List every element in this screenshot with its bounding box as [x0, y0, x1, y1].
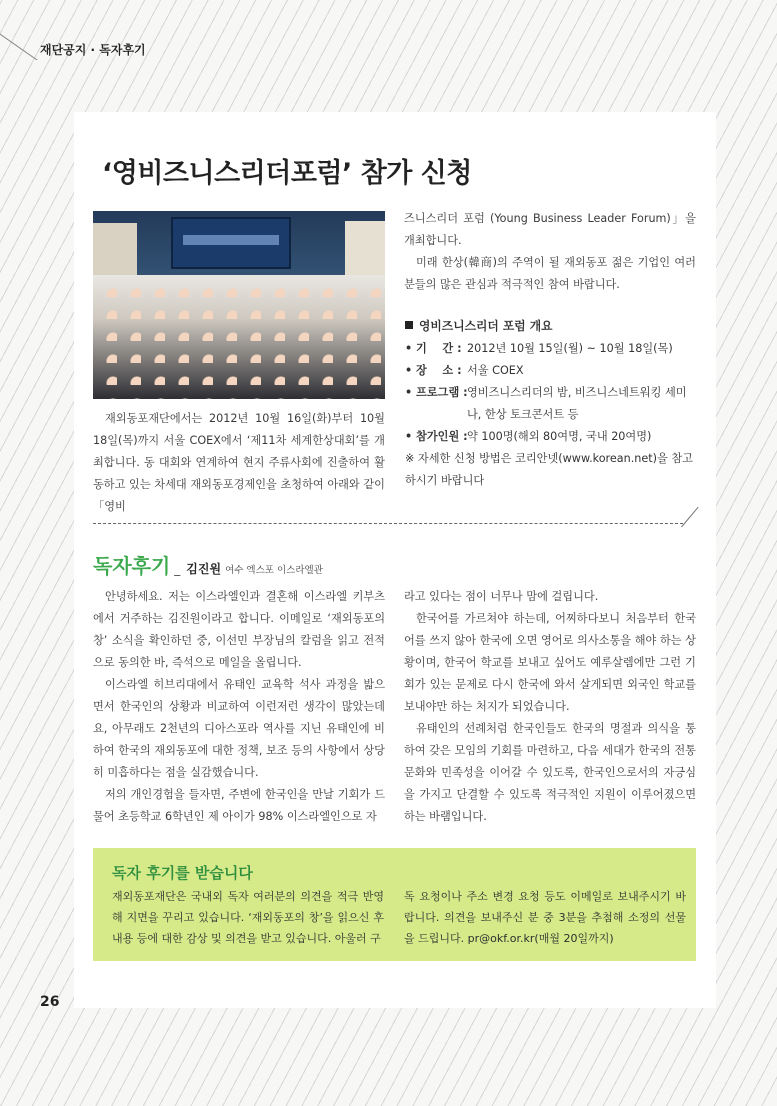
review-paragraph: 한국어를 가르쳐야 하는데, 어찌하다보니 처음부터 한국어를 쓰지 않아 한국에 오면 영어로 의사소통을 해야 하는 상황이며, 한국어 학교를 보내고 싶어도 예루살렘에만 그런 기회가 있는 문제로 다시 한국에 와서 살게되면 외국인 학교를 보내야만 하는 처지가 되었습니다. — [404, 612, 696, 713]
forum-overview — [405, 317, 697, 492]
reader-review-notice-box — [93, 848, 696, 961]
review-paragraph: 이스라엘 히브리대에서 유태인 교육학 석사 과정을 밟으면서 한국인의 상황과 비교하여 이런저런 생각이 많았는데요, 아무래도 2천년의 디아스포라 역사를 지닌 유태인에 비하여 한국의 재외동포에 대한 정책, 보조 등의 사항에서 상당히 미흡하다는 점을 실감했습니다. — [93, 678, 385, 779]
article-page — [74, 112, 716, 1008]
overview-row-period — [405, 338, 697, 360]
review-left-column — [93, 586, 385, 828]
review-author: 김진원 — [186, 562, 222, 576]
article-lead-continued: 즈니스리더 포럼 (Young Business Leader Forum)」을 개최합니다. — [404, 212, 696, 247]
review-dash: _ — [174, 562, 181, 576]
divider-curl — [681, 507, 698, 528]
overview-title-text: 영비즈니스리더 포럼 개요 — [419, 319, 553, 333]
overview-value: 서울 COEX — [467, 364, 524, 377]
review-right-column — [404, 586, 696, 828]
photo-group-of-people — [93, 275, 385, 399]
notice-title: 독자 후기를 받습니다 — [112, 864, 253, 882]
overview-value: 약 100명(해외 80여명, 국내 20여명) — [467, 430, 652, 443]
article-invite-paragraph: 미래 한상(韓商)의 주역이 될 재외동포 젊은 기업인 여러분들의 많은 관심과 적극적인 참여 바랍니다. — [404, 256, 696, 291]
overview-value: 2012년 10월 15일(월) ~ 10월 18일(목) — [467, 342, 673, 355]
overview-label: • 장 소 : — [405, 364, 462, 377]
article-right-column — [404, 208, 696, 296]
photo-stage-screen — [171, 217, 291, 269]
dashed-divider — [93, 523, 683, 524]
article-title: ‘영비즈니스리더포럼’ 참가 신청 — [102, 158, 472, 189]
overview-label: • 프로그램 : — [405, 386, 468, 399]
overview-title — [405, 317, 697, 334]
article-lead-paragraph: 재외동포재단에서는 2012년 10월 16일(화)부터 10월 18일(목)까지 서울 COEX에서 ‘제11차 세계한상대회’를 개최합니다. 동 대회와 연계하여 현지 주류사회에 진출하여 활동하고 있는 차세대 재외동포경제인을 초청하여 아래와 같이 「영비 — [93, 412, 385, 513]
page-number: 26 — [40, 994, 60, 1010]
review-paragraph: 저의 개인경험을 들자면, 주변에 한국인을 만날 기회가 드물어 초등학교 6학년인 제 아이가 98% 이스라엘인으로 자 — [93, 788, 385, 823]
overview-value: 영비즈니스리더의 밤, 비즈니스네트워킹 세미나, 한상 토크콘서트 등 — [467, 386, 687, 421]
overview-note: ※ 자세한 신청 방법은 코리안넷(www.korean.net)을 참고하시기 바랍니다 — [405, 452, 693, 487]
overview-label: • 기 간 : — [405, 342, 462, 355]
notice-text-right: 독 요청이나 주소 변경 요청 등도 이메일로 보내주시기 바랍니다. 의견을 보내주신 분 중 3분을 추첨해 소정의 선물을 드립니다. pr@okf.or.kr(매월 20일까지) — [404, 890, 686, 945]
overview-row-participants — [405, 426, 697, 448]
review-heading — [93, 550, 323, 579]
section-header: 재단공지 · 독자후기 — [40, 43, 146, 57]
overview-row-venue — [405, 360, 697, 382]
overview-row-program — [405, 382, 697, 426]
review-continuation: 라고 있다는 점이 너무나 맘에 걸립니다. — [404, 590, 599, 603]
square-bullet-icon — [405, 321, 413, 329]
review-title: 독자후기 — [93, 554, 171, 578]
overview-label: • 참가인원 : — [405, 430, 468, 443]
review-paragraph: 안녕하세요. 저는 이스라엘인과 결혼해 이스라엘 키부츠에서 거주하는 김진원이라고 합니다. 이메일로 ‘재외동포의 창’ 소식을 확인하던 중, 이선민 부장님의 칼럼을 읽고 전적으로 동의한 바, 즉석으로 메일을 올립니다. — [93, 590, 385, 669]
event-photo — [93, 211, 385, 399]
review-paragraph: 유태인의 선례처럼 한국인들도 한국의 명절과 의식을 통하여 갖은 모임의 기회를 마련하고, 다음 세대가 한국의 전통문화와 민족성을 이어갈 수 있도록, 한국인으로서의 자긍심을 가지고 단결할 수 있도록 적극적인 지원이 이루어졌으면 하는 바램입니다. — [404, 722, 696, 823]
review-affiliation: 여수 엑스포 이스라엘관 — [225, 565, 323, 576]
notice-text-left: 재외동포재단은 국내외 독자 여러분의 의견을 적극 반영해 지면을 꾸리고 있습니다. ‘재외동포의 창’을 읽으신 후 내용 등에 대한 감상 및 의견을 받고 있습니다. 아울러 구 — [112, 890, 384, 945]
